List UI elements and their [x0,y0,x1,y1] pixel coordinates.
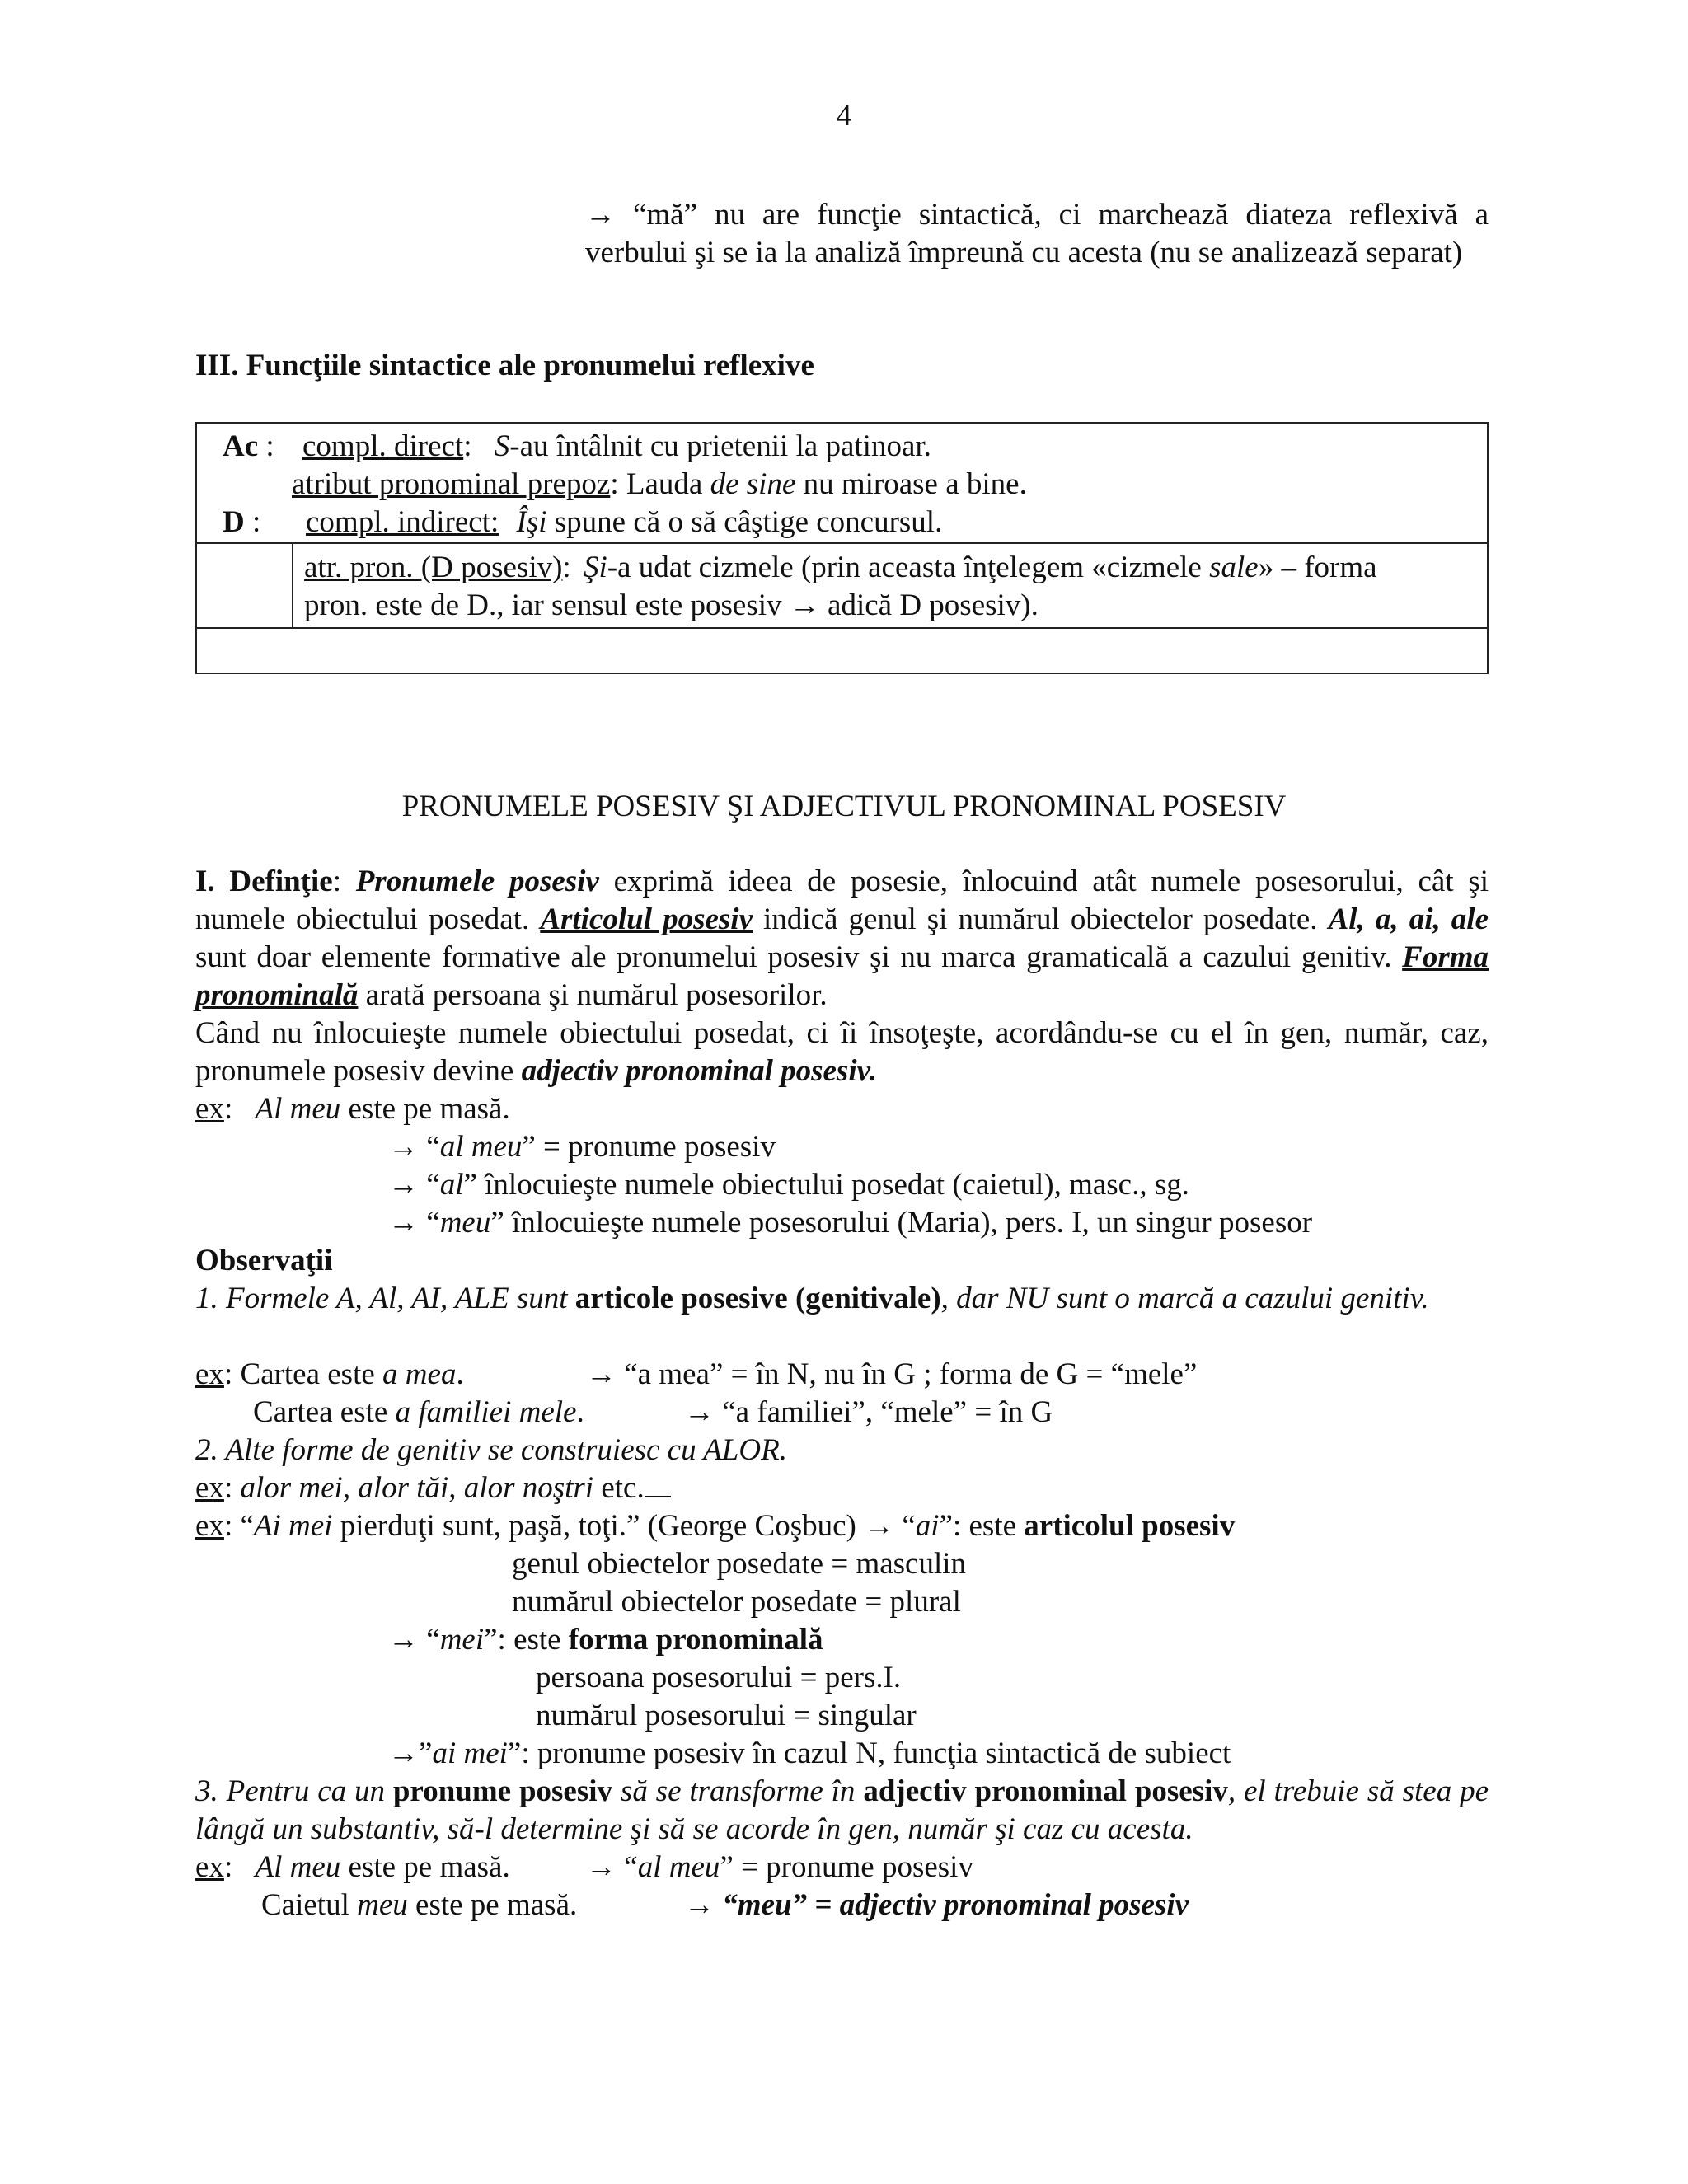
function-label: compl. direct [302,429,464,463]
observation-3: 3. Pentru ca un pronume posesiv să se transforme în adjectiv pronominal posesiv, el trebuie să stea pe lângă un substantiv, să-l determine şi să se acorde în gen, număr şi caz cu acesta. [195,1774,1489,1846]
analysis-line: numărul posesorului = singular [536,1699,917,1732]
analysis-line: → “meu” înlocuieşte numele posesorului (Maria), pers. I, un singur posesor [388,1206,1313,1240]
analysis-line: genul obiectelor posedate = masculin [512,1547,967,1581]
table-row: compl. direct: S-au întâlnit cu prietenii la patinoar. [302,429,931,463]
example-line: ex: alor mei, alor tăi, alor noştri etc. [195,1469,671,1507]
analysis-line: → “al” înlocuieşte numele obiectului posedat (caietul), masc., sg. [388,1168,1189,1202]
function-label: atribut pronominal prepoz [292,467,611,501]
table-row: atr. pron. (D posesiv): Şi-a udat cizmele (prin aceasta înţelegem «cizmele sale» – forma [304,551,1377,584]
analysis-line: → “al meu” = pronume posesiv [586,1850,973,1884]
section-heading: III. Funcţiile sintactice ale pronumelui reflexive [195,349,814,382]
analysis-line: → “al meu” = pronume posesiv [388,1130,776,1164]
example-line: ex: Cartea este a mea. [195,1357,464,1391]
table-row: compl. indirect: Îşi spune că o să câştige concursul. [306,505,943,539]
case-label-d: D [223,505,245,539]
analysis-line: → “mei”: este forma pronominală [388,1623,823,1657]
table-row: Ac : [223,429,274,463]
analysis-line: →”ai mei”: pronume posesiv în cazul N, funcţia sintactică de subiect [388,1736,1231,1770]
observation-1: 1. Formele A, Al, AI, ALE sunt articole posesive (genitivale), dar NU sunt o marcă a cazului genitiv. [195,1282,1429,1315]
page-number: 4 [836,99,852,133]
analysis-line: numărul obiectelor posedate = plural [512,1585,961,1619]
analysis-line: → “a familiei”, “mele” = în G [684,1395,1053,1429]
reflexive-note: → “mă” nu are funcţie sintactică, ci marchează diateza reflexivă a verbului şi se ia la analiză împreună cu acesta (nu se analizează separat) [585,198,1489,269]
definition-paragraph: Când nu înlocuieşte numele obiectului posedat, ci îi însoţeşte, acordându-se cu el în gen, număr, caz, pronumele posesiv devine adjectiv pronominal posesiv. [195,1016,1489,1088]
case-label-ac: Ac [223,429,259,463]
table-row: atribut pronominal prepoz: Lauda de sine nu miroase a bine. [292,467,1027,501]
example-line: Caietul meu este pe masă. [261,1888,578,1922]
analysis-line: → “a mea” = în N, nu în G ; forma de G = “mele” [586,1357,1198,1391]
definition-paragraph: I. Definţie: Pronumele posesiv exprimă ideea de posesie, înlocuind atât numele posesorului, cât şi numele obiectului posedat. Articolul posesiv indică genul şi numărul obiectelor posedate. Al, a, ai, ale sunt doar elemente formative ale pronumelui posesiv şi nu marca gramaticală a cazului genitiv. Forma pronominală arată persoana şi numărul posesorilor. [195,865,1489,1012]
observation-2: 2. Alte forme de genitiv se construiesc cu ALOR. [195,1433,787,1467]
chapter-title: PRONUMELE POSESIV ŞI ADJECTIVUL PRONOMINAL POSESIV [401,790,1287,823]
function-label: atr. pron. (D posesiv) [304,551,563,584]
table-row: pron. este de D., iar sensul este posesiv → adică D posesiv). [304,588,1039,622]
example-line: ex: “Ai mei pierduţi sunt, paşă, toţi.” (George Coşbuc) → “ai”: este articolul posesiv [195,1509,1236,1543]
analysis-line: persoana posesorului = pers.I. [536,1661,902,1694]
example-line: Cartea este a familiei mele. [253,1395,584,1429]
example-line: ex: Al meu este pe masă. [195,1092,510,1126]
observations-heading: Observaţii [195,1244,333,1277]
table-row: D : [223,505,261,539]
function-label: compl. indirect: [306,505,499,539]
analysis-line: → “meu” = adjectiv pronominal posesiv [684,1888,1189,1922]
example-line: ex: Al meu este pe masă. [195,1850,510,1884]
